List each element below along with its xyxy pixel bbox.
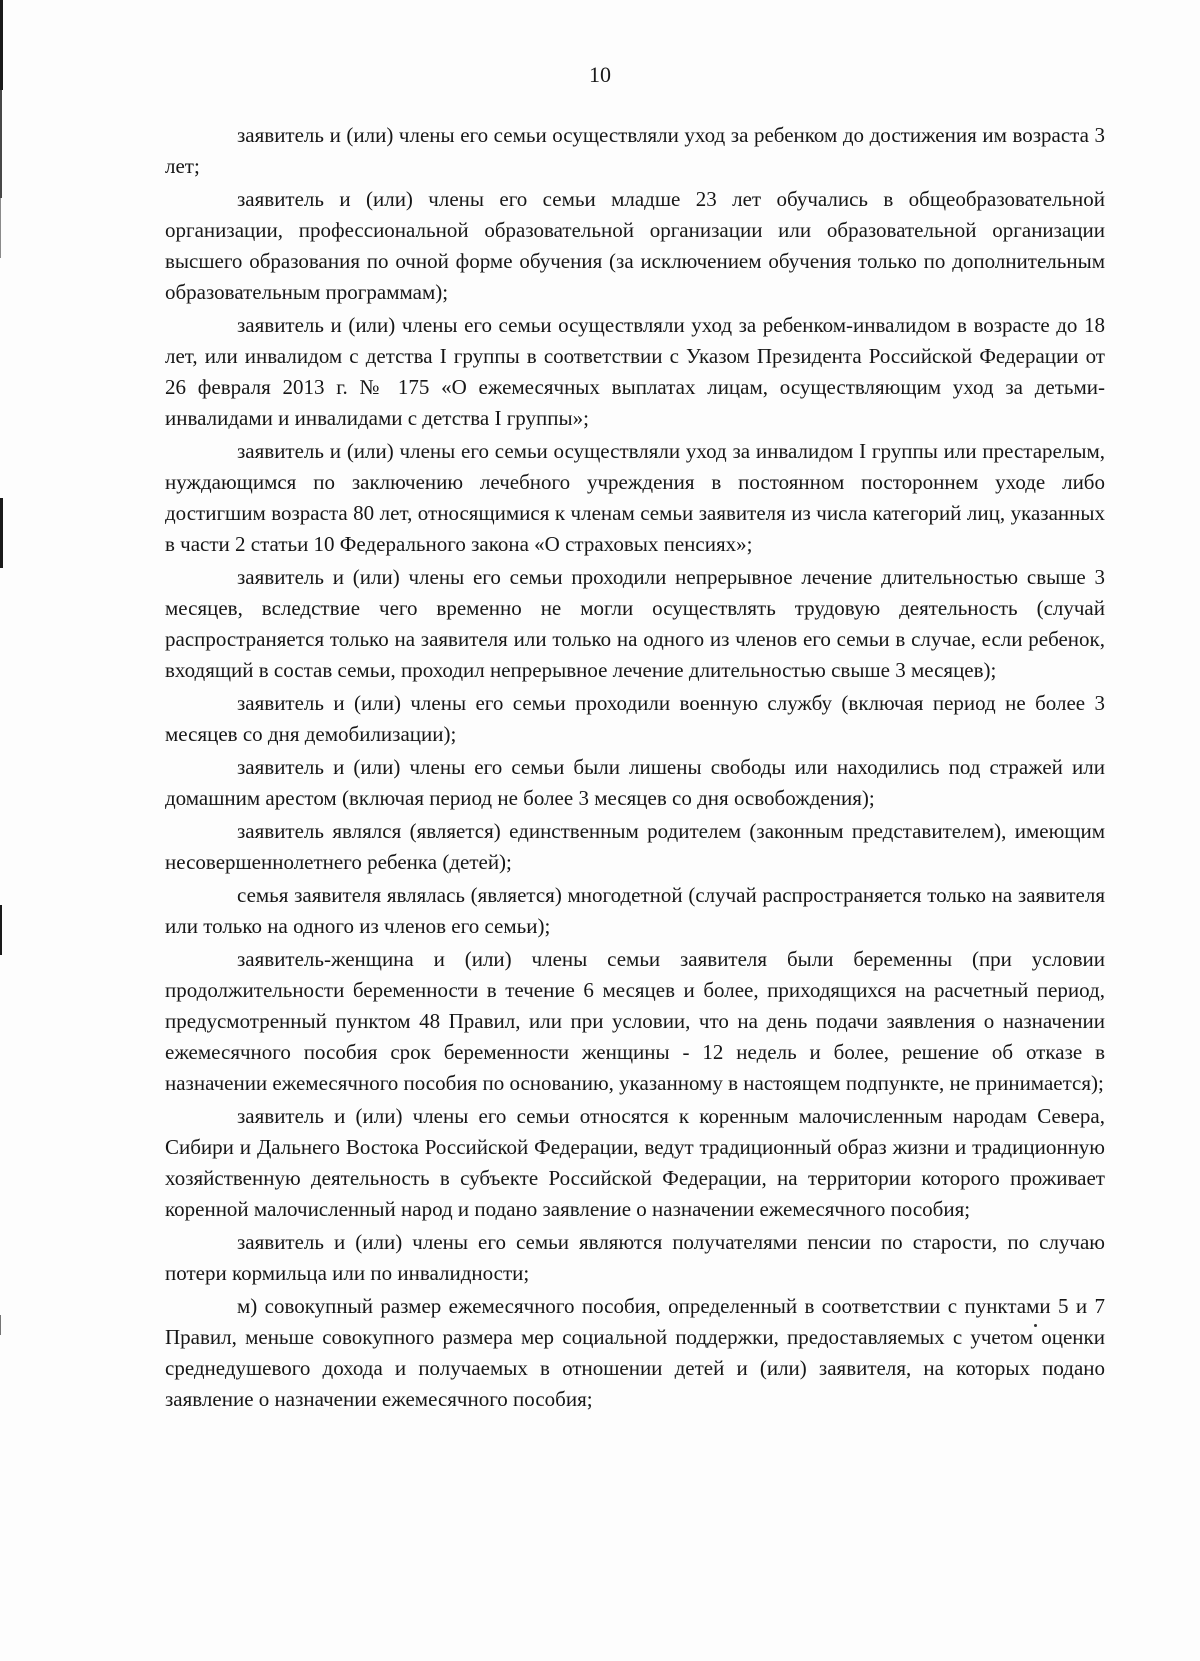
paragraph: заявитель и (или) члены его семьи осуществляли уход за ребенком-инвалидом в возрасте до 18 лет, или инвалидом с детства I группы в соответствии с Указом Президента Российской Федерации от 26 февраля 2013 г. № 175 «О ежемесячных выплатах лицам, осуществляющим уход за детьми-инвалидами и инвалидами с детства I группы»; xyxy=(165,313,1105,430)
paragraph: заявитель и (или) члены его семьи младше 23 лет обучались в общеобразовательной организации, профессиональной образовательной организации или образовательной организации высшего образования по очной форме обучения (за исключением обучения только по дополнительным образовательным программам); xyxy=(165,187,1105,304)
paragraph: заявитель и (или) члены его семьи осуществляли уход за ребенком до достижения им возраста 3 лет; xyxy=(165,123,1105,178)
paragraph: заявитель и (или) члены его семьи относятся к коренным малочисленным народам Севера, Сибири и Дальнего Востока Российской Федерации, ведут традиционный образ жизни и традиционную хозяйственную деятельность в субъекте Российской Федерации, на территории которого проживает коренной малочисленный народ и подано заявление о назначении ежемесячного пособия; xyxy=(165,1104,1105,1221)
scan-edge-mark xyxy=(0,905,2,955)
paragraph: м) совокупный размер ежемесячного пособия, определенный в соответствии с пунктами 5 и 7 Правил, меньше совокупного размера мер социальной поддержки, предоставляемых с учетом оценки среднедушевого дохода и получаемых в отношении детей и (или) заявителя, на которых подано заявление о назначении ежемесячного пособия; xyxy=(165,1294,1105,1411)
paragraph: заявитель и (или) члены его семьи проходили военную службу (включая период не более 3 месяцев со дня демобилизации); xyxy=(165,691,1105,746)
document-body xyxy=(165,120,1105,1417)
paragraph: заявитель и (или) члены его семьи осуществляли уход за инвалидом I группы или престарелым, нуждающимся по заключению лечебного учреждения в постоянном постороннем уходе либо достигшим возраста 80 лет, относящимися к членам семьи заявителя из числа категорий лиц, указанных в части 2 статьи 10 Федерального закона «О страховых пенсиях»; xyxy=(165,439,1105,556)
page-number: 10 xyxy=(589,62,611,87)
scan-edge-mark xyxy=(0,1315,1,1335)
scan-edge-mark xyxy=(0,88,2,198)
paragraph: заявитель и (или) члены его семьи были лишены свободы или находились под стражей или домашним арестом (включая период не более 3 месяцев со дня освобождения); xyxy=(165,755,1105,810)
paragraph: заявитель-женщина и (или) члены семьи заявителя были беременны (при условии продолжительности беременности в течение 6 месяцев и более, приходящихся на расчетный период, предусмотренный пунктом 48 Правил, или при условии, что на день подачи заявления о назначении ежемесячного пособия срок беременности женщины - 12 недель и более, решение об отказе в назначении ежемесячного пособия по основанию, указанному в настоящем подпункте, не принимается); xyxy=(165,947,1105,1095)
paragraph: заявитель и (или) члены его семьи проходили непрерывное лечение длительностью свыше 3 месяцев, вследствие чего временно не могли осуществлять трудовую деятельность (случай распространяется только на заявителя или только на одного из членов его семьи в случае, если ребенок, входящий в состав семьи, проходил непрерывное лечение длительностью свыше 3 месяцев); xyxy=(165,565,1105,682)
paragraph: заявитель являлся (является) единственным родителем (законным представителем), имеющим несовершеннолетнего ребенка (детей); xyxy=(165,819,1105,874)
paragraph: заявитель и (или) члены его семьи являются получателями пенсии по старости, по случаю потери кормильца или по инвалидности; xyxy=(165,1230,1105,1285)
scan-edge-mark xyxy=(0,498,3,568)
scan-edge-mark xyxy=(0,198,1,258)
paragraph: семья заявителя являлась (является) многодетной (случай распространяется только на заявителя или только на одного из членов его семьи); xyxy=(165,883,1105,938)
